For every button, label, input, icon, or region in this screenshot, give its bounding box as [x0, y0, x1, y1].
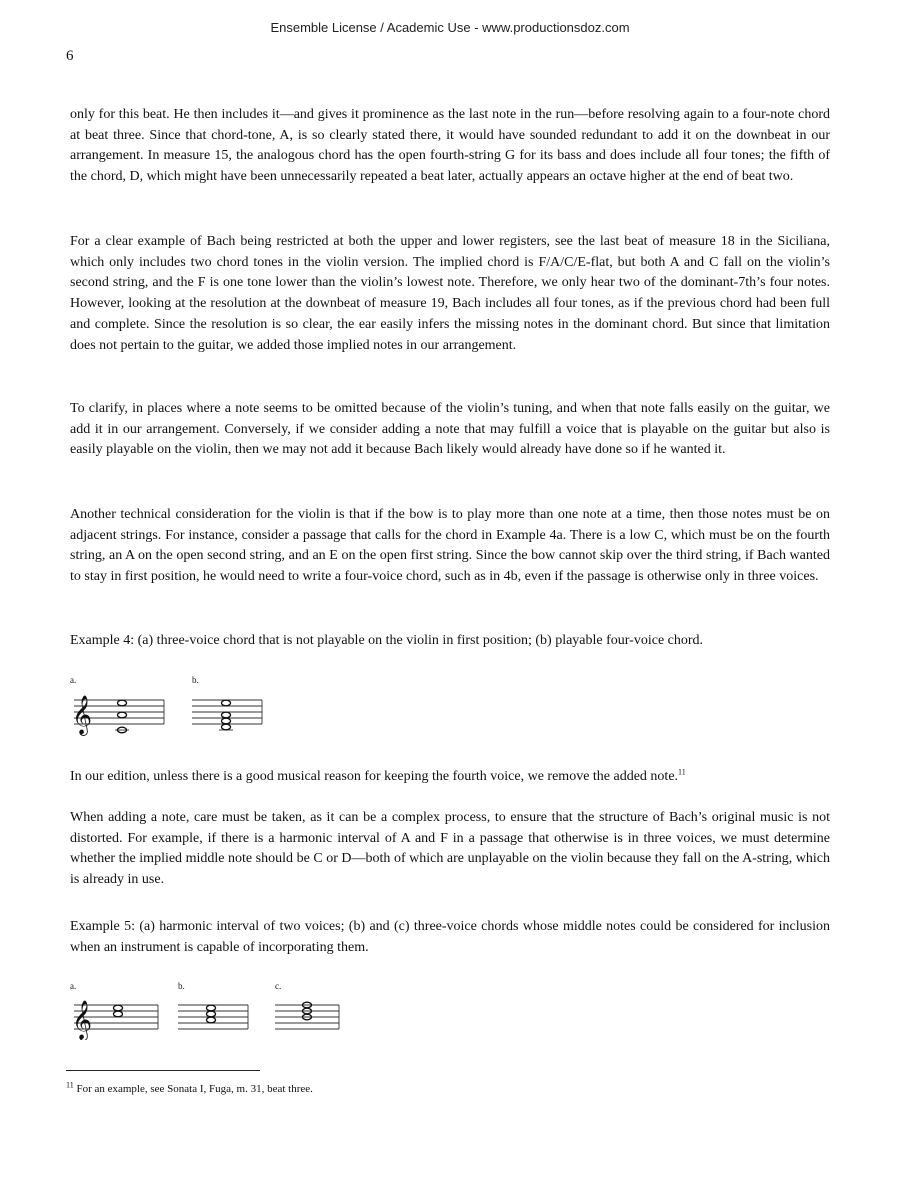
example-5a-staff	[70, 995, 165, 1040]
example-5b-staff	[176, 995, 256, 1040]
example-4a-label: a.	[70, 675, 77, 685]
footnote	[66, 1080, 313, 1095]
example-4-caption: Example 4: (a) three-voice chord that is not playable on the violin in first position; (b) playable four-voice chord.	[70, 633, 704, 648]
example-5-caption: Example 5: (a) harmonic interval of two voices; (b) and (c) three-voice chords whose middle notes could be considered for inclusion when an instrument is capable of incorporating them.	[70, 919, 830, 955]
paragraph-6: When adding a note, care must be taken, as it can be a complex process, to ensure that the structure of Bach’s original music is not distorted. For example, if there is a harmonic interval of A and F in a passage that otherwise is in three voices, we must determine whether the implied middle note should be C or D—both of which are unplayable on the violin because they fall on the A-string, which is already in use.	[70, 810, 830, 888]
example-4b-label: b.	[192, 675, 199, 685]
example-4b-staff	[190, 690, 270, 740]
note-head	[114, 1011, 123, 1017]
footnote-text: For an example, see Sonata I, Fuga, m. 31, beat three.	[76, 1083, 313, 1095]
note-head	[118, 712, 127, 718]
treble-clef-icon: 𝄞	[72, 1000, 93, 1040]
footnote-divider	[66, 1070, 260, 1071]
footnote-number: 11	[66, 1080, 74, 1090]
paragraph-3: To clarify, in places where a note seems to be omitted because of the violin’s tuning, and when that note falls easily on the guitar, we add it in our arrangement. Conversely, if we consider adding a note that may fulfill a voice that is playable on the guitar but also is easily playable on the violin, then we may not add it because Bach likely would already have done so if he wanted it.	[70, 401, 830, 458]
example-5c-label: c.	[275, 981, 282, 991]
paragraph-4: Another technical consideration for the violin is that if the bow is to play more than one note at a time, then those notes must be on adjacent strings. For instance, consider a passage that calls for the chord in Example 4a. There is a low C, which must be on the fourth string, an A on the open second string, and an E on the open first string. Since the bow cannot skip over the third string, if Bach wanted to stay in first position, he would need to write a four-voice chord, such as in 4b, even if the passage is otherwise only in three voices.	[70, 507, 830, 585]
paragraph-5	[70, 767, 830, 788]
note-head	[118, 700, 127, 706]
treble-clef-icon: 𝄞	[72, 695, 93, 735]
note-head	[207, 1011, 216, 1017]
example-5a-label: a.	[70, 981, 77, 991]
note-head	[222, 724, 231, 730]
page-number: 6	[66, 48, 74, 64]
example-4a-staff	[70, 690, 170, 740]
page-header: Ensemble License / Academic Use - www.productionsdoz.com	[270, 20, 630, 35]
example-5b-label: b.	[178, 981, 185, 991]
paragraph-2: For a clear example of Bach being restricted at both the upper and lower registers, see the last beat of measure 18 in the Siciliana, which only includes two chord tones in the violin version. The implied chord is F/A/C/E-flat, but both A and C fall on the violin’s second string, and the F is one tone lower than the violin’s lowest note. Therefore, we only hear two of the dominant-7th’s four notes. However, looking at the resolution at the downbeat of measure 19, Bach includes all four tones, as if the previous chord had been full and complete. Since the resolution is so clear, the ear easily infers the missing notes in the dominant chord. But since that limitation does not pertain to the guitar, we added those implied notes in our arrangement.	[70, 234, 830, 353]
note-head	[222, 712, 231, 718]
example-5c-staff	[273, 995, 353, 1040]
note-head	[207, 1017, 216, 1023]
paragraph-5-text: In our edition, unless there is a good musical reason for keeping the fourth voice, we remove the added note.	[70, 769, 679, 784]
note-head	[114, 1005, 123, 1011]
footnote-reference: 11	[678, 767, 686, 777]
note-head	[222, 718, 231, 724]
note-head	[222, 700, 231, 706]
paragraph-1: only for this beat. He then includes it—and gives it prominence as the last note in the run—before resolving again to a four-note chord at beat three. Since that chord-tone, A, is so clearly stated there, it would have sounded redundant to add it on the downbeat in our arrangement. In measure 15, the analogous chord has the open fourth-string G for its bass and does include all four tones; the fifth of the chord, D, which might have been unnecessarily repeated a beat later, actually appears an octave higher at the end of beat two.	[70, 107, 830, 185]
note-head	[207, 1005, 216, 1011]
